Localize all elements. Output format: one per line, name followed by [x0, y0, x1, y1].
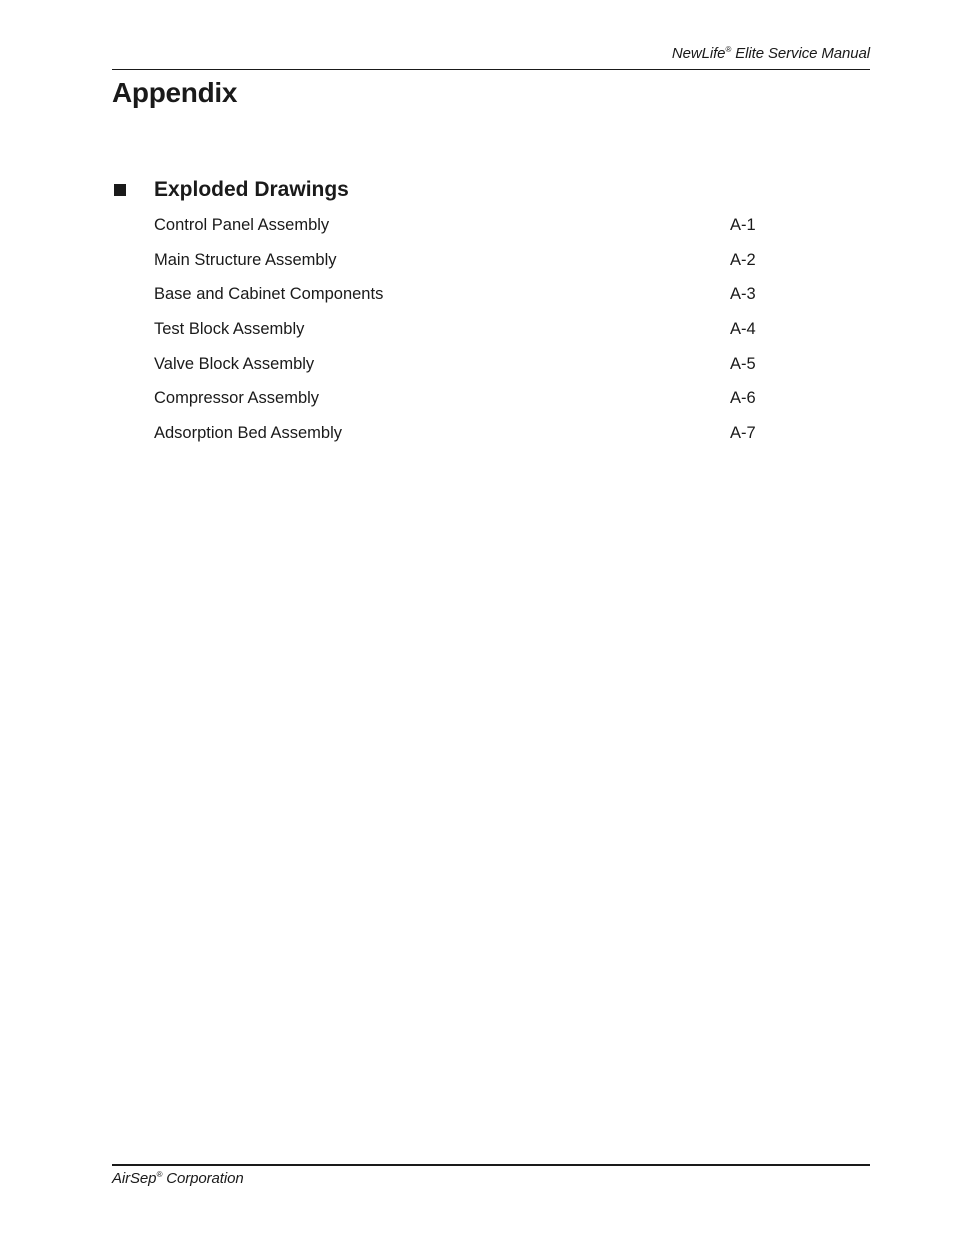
page-header [112, 44, 870, 70]
toc-entry-page: A-7 [730, 424, 756, 443]
section-heading: Exploded Drawings [154, 178, 349, 201]
manual-title [672, 45, 870, 62]
toc-list [154, 216, 756, 459]
toc-entry-page: A-3 [730, 285, 756, 304]
toc-entry-label: Adsorption Bed Assembly [154, 424, 343, 443]
toc-entry-test-block-assembly [154, 320, 756, 355]
registered-trademark-symbol: ® [725, 45, 732, 54]
toc-entry-page: A-1 [730, 216, 756, 234]
toc-entry-label: Base and Cabinet Components [154, 285, 384, 304]
square-bullet-icon [114, 184, 126, 196]
toc-entry-label: Main Structure Assembly [154, 250, 337, 269]
toc-entry-main-structure-assembly [154, 251, 756, 286]
toc-entry-label: Compressor Assembly [154, 389, 320, 408]
toc-entry-valve-block-assembly [154, 355, 756, 390]
toc-entry-label: Test Block Assembly [154, 320, 305, 339]
toc-entry-label: Control Panel Assembly [154, 216, 330, 234]
toc-entry-page: A-2 [730, 250, 756, 269]
toc-entry-control-panel-assembly [154, 216, 756, 251]
page-footer [112, 1164, 870, 1187]
toc-entry-base-and-cabinet-components [154, 285, 756, 320]
page-title: Appendix [112, 77, 238, 108]
toc-entry-compressor-assembly [154, 389, 756, 424]
toc-entry-page: A-5 [730, 354, 756, 373]
company-brand: AirSep [112, 1170, 157, 1187]
company-name-rest: Corporation [162, 1170, 244, 1187]
toc-entry-page: A-6 [730, 389, 756, 408]
registered-trademark-symbol: ® [156, 1170, 163, 1179]
manual-title-rest: Elite Service Manual [731, 45, 870, 62]
toc-entry-adsorption-bed-assembly [154, 424, 756, 459]
manual-product-name: NewLife [671, 45, 726, 62]
toc-entry-label: Valve Block Assembly [154, 354, 315, 373]
toc-entry-page: A-4 [730, 320, 756, 339]
company-name [112, 1170, 244, 1187]
